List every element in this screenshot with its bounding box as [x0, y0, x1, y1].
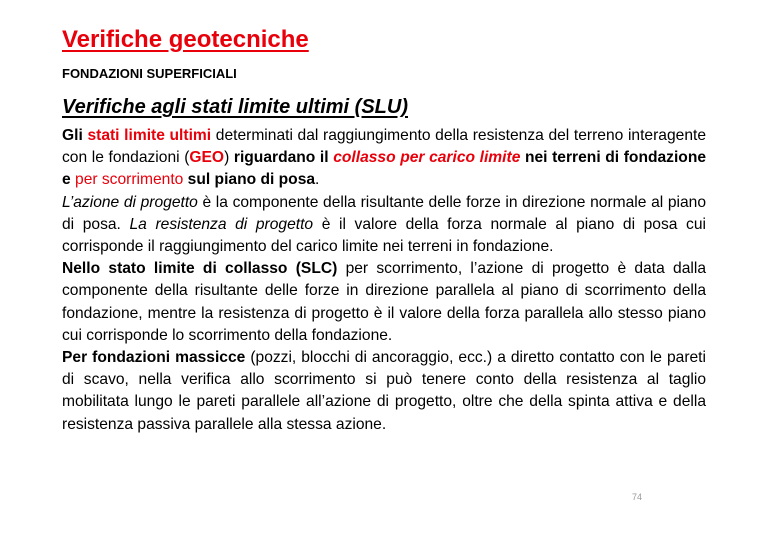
- text-span: è la componente della risultante delle forze in direzione normale al piano di posa.: [62, 193, 706, 233]
- paragraph-slu-definition: [62, 125, 706, 192]
- text-span: è il valore della forza normale al piano di posa cui corrisponde il raggiungimento del carico limite nei terreni in fondazione.: [62, 215, 706, 256]
- text-span: Gli: [62, 127, 88, 144]
- text-span: determinati dal raggiungimento della resistenza del terreno interagente con le fondazioni (: [62, 127, 706, 167]
- text-span: (pozzi, blocchi di ancoraggio, ecc.) a diretto contatto con le pareti di scavo, nella verifica allo scorrimento si può tenere conto della resistenza al taglio mobilitata lungo le pareti parallele all’azione di progetto, oltre che della spinta attiva e della resistenza passiva parallele alla stessa azione.: [62, 349, 706, 433]
- highlight-collasso-carico-limite: collasso per carico limite: [333, 149, 521, 167]
- slide-title: Verifiche geotecniche: [62, 26, 309, 53]
- text-span: nei terreni di fondazione e: [62, 149, 707, 189]
- text-span: ): [224, 149, 234, 167]
- highlight-per-scorrimento: per scorrimento: [75, 171, 184, 189]
- text-span: L’azione di progetto: [62, 193, 198, 211]
- text-span: per scorrimento, l’azione di progetto è data dalla componente della risultante delle forze in direzione parallela al piano di scorrimento della fondazione, mentre la resistenza di progetto è il valore della forza parallela allo stesso piano cui corrisponde lo scorrimento della fondazione.: [62, 260, 706, 344]
- paragraph-slc: [62, 258, 706, 347]
- text-span: sul piano di posa: [183, 171, 316, 189]
- paragraph-azione-progetto: [62, 192, 706, 259]
- slide-subtitle: FONDAZIONI SUPERFICIALI: [62, 66, 237, 81]
- section-heading: Verifiche agli stati limite ultimi (SLU): [62, 96, 408, 118]
- body-text: [62, 125, 706, 436]
- text-span: La resistenza di progetto: [129, 215, 314, 233]
- text-span: .: [315, 171, 320, 189]
- paragraph-fondazioni-massicce: [62, 347, 706, 436]
- page-number: 74: [632, 492, 643, 502]
- text-span: Nello stato limite di collasso (SLC): [62, 260, 338, 278]
- text-span: riguardano il: [233, 149, 334, 167]
- highlight-stati-limite-ultimi: stati limite ultimi: [87, 127, 212, 144]
- text-span: Per fondazioni massicce: [62, 349, 246, 367]
- highlight-geo: GEO: [189, 149, 225, 167]
